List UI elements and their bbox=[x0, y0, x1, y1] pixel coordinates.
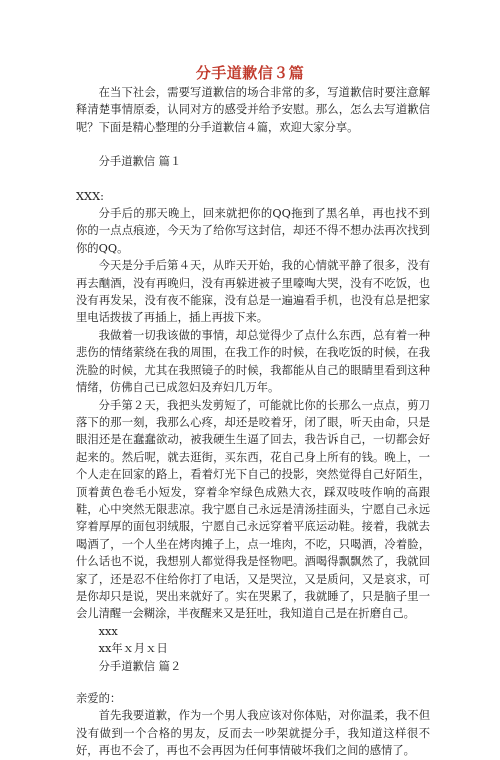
letter-1-date: xx年ｘ月ｘ日 bbox=[98, 642, 168, 656]
letter-1-signature: xxx bbox=[98, 624, 118, 638]
letter-1-greeting: XXX: bbox=[76, 189, 104, 203]
section-1-heading: 分手道歉信 篇１ bbox=[98, 155, 182, 169]
letter-2-paragraph: 首先我要道歉，作为一个男人我应该对你体贴，对你温柔，我不但没有做到一个合格的男友，反而去一吵架就提分手，我知道这样很不好，再也不会了，再也不会再因为任何事情破坏我们之间的感情了。 bbox=[76, 709, 430, 758]
section-2-heading: 分手道歉信 篇２ bbox=[98, 659, 182, 673]
letter-1-paragraph: 我做着一切我该做的事情，却总觉得少了点什么东西，总有着一种悲伤的情绪萦绕在我的周围，在我工作的时候，在我吃饭的时候，在我洗脸的时候，尤其在我照镜子的时候，我都能从自己的眼睛里看到这种情绪，仿佛自己已成忽妇及弃妇几万年。 bbox=[76, 328, 430, 395]
letter-1-paragraph: 分手第２天，我把头发剪短了，可能就比你的长那么一点点，剪刀落下的那一刻，我那么心疼，却还是咬着牙，闭了眼，听天由命，只是眼泪还是在蠢蠢欲动，被我硬生生逼了回去，我告诉自己，一切都会好起来的。然后呢，就去逛街，买东西，花自己身上所有的钱。晚上，一个人走在回家的路上，看着灯光下自己的投影，突然觉得自己好陌生，顶着黄色卷毛小短发，穿着伞窄绿色成熟大衣，踩双吱吱作响的高跟鞋，心中突然无限悲凉。我宁愿自己永远是清汤挂面头，宁愿自己永远穿着厚厚的面包羽绒服，宁愿自己永远穿着平底运动鞋。接着，我就去喝酒了，一个人坐在烤肉摊子上，点一堆肉，不吃，只喝酒，冷着脸，什么话也不说，我想别人都觉得我是怪物吧。酒喝得飘飘然了，我就回家了，还是忍不住给你打了电话，又是哭泣，又是质问，又是哀求，可是你却只是说，哭出来就好了。实在哭累了，我就睡了，只是脑子里一会儿清醒一会糊涂，半夜醒来又是狂吐，我知道自己是在折磨自己。 bbox=[76, 398, 430, 621]
letter-2-greeting: 亲爱的： bbox=[76, 692, 122, 705]
intro-paragraph: 在当下社会，需要写道歉信的场合非常的多，写道歉信时要注意解释清楚事情原委，认同对方的感受并给予安慰。那么，怎么去写道歉信呢？下面是精心整理的分手道歉信４篇，欢迎大家分享。 bbox=[76, 86, 430, 134]
document-title: 分手道歉信３篇 bbox=[195, 64, 305, 82]
document-body bbox=[76, 84, 430, 760]
letter-1-paragraph: 分手后的那天晚上，回来就把你的QQ拖到了黑名单，再也找不到你的一点点痕迹，今天为了给你写这封信，却还不得不想办法再次找到你的QQ。 bbox=[76, 207, 430, 255]
letter-1-paragraph: 今天是分手后第４天，从昨天开始，我的心情就平静了很多，没有再去酗酒，没有再晚归，没有再躲进被子里嚎啕大哭，没有不吃饭，也没有再发呆，没有夜不能寐，没有总是一遍遍看手机，也没有总是把家里电话拨拔了再插上，插上再拔下来。 bbox=[76, 259, 430, 325]
